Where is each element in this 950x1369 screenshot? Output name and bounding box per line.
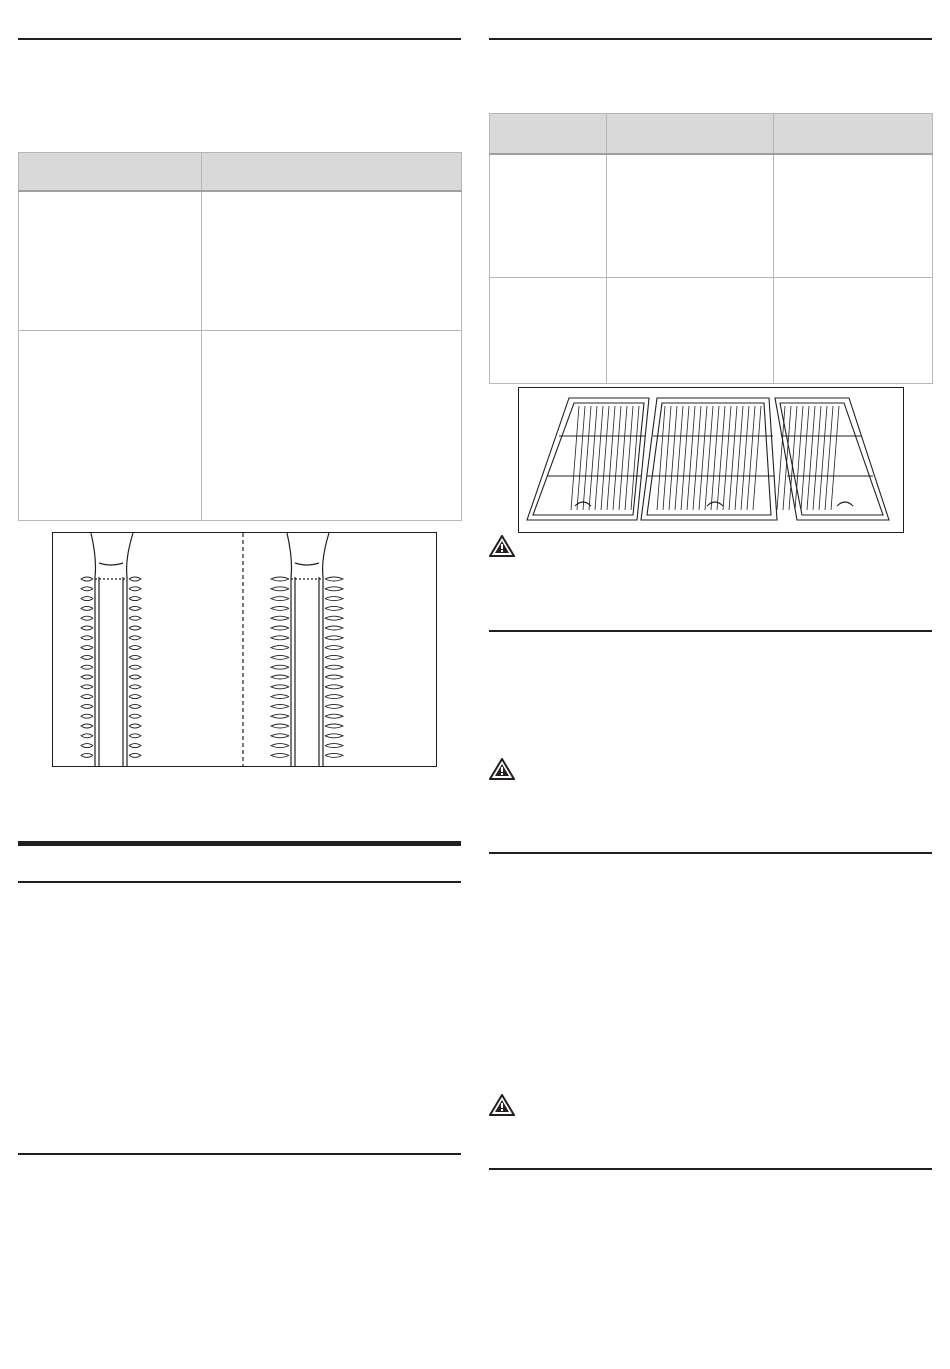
right-table-cell xyxy=(607,278,774,384)
section-divider-thick xyxy=(18,841,461,846)
warning-triangle-icon xyxy=(489,1094,515,1116)
left-top-rule xyxy=(18,38,461,40)
right-table-cell xyxy=(490,278,607,384)
right-spec-table xyxy=(489,113,933,384)
cooking-grates-icon xyxy=(519,388,903,532)
right-table-cell xyxy=(490,154,607,278)
left-table-cell xyxy=(19,331,202,521)
burner-tube-figure xyxy=(52,532,437,767)
right-section-rule xyxy=(489,630,932,632)
left-table-header-1 xyxy=(19,153,202,191)
left-table-header-2 xyxy=(202,153,462,191)
table-row xyxy=(490,154,933,278)
left-table-cell xyxy=(202,331,462,521)
left-section-rule xyxy=(18,1153,461,1155)
right-top-rule xyxy=(489,38,932,40)
table-row xyxy=(19,331,462,521)
warning-triangle-icon xyxy=(489,535,515,557)
table-row xyxy=(19,191,462,331)
left-spec-table xyxy=(18,152,462,521)
right-table-header-3 xyxy=(774,114,933,154)
right-table-cell xyxy=(774,278,933,384)
cooking-grates-figure xyxy=(518,387,904,533)
left-table-cell xyxy=(202,191,462,331)
table-row xyxy=(490,278,933,384)
right-table-header-2 xyxy=(607,114,774,154)
right-table-header-1 xyxy=(490,114,607,154)
right-table-cell xyxy=(774,154,933,278)
left-table-cell xyxy=(19,191,202,331)
warning-triangle-icon xyxy=(489,758,515,780)
right-table-cell xyxy=(607,154,774,278)
right-section-rule xyxy=(489,1168,932,1170)
burner-tube-icon xyxy=(53,533,436,766)
right-section-rule xyxy=(489,852,932,854)
left-section-rule xyxy=(18,881,461,883)
